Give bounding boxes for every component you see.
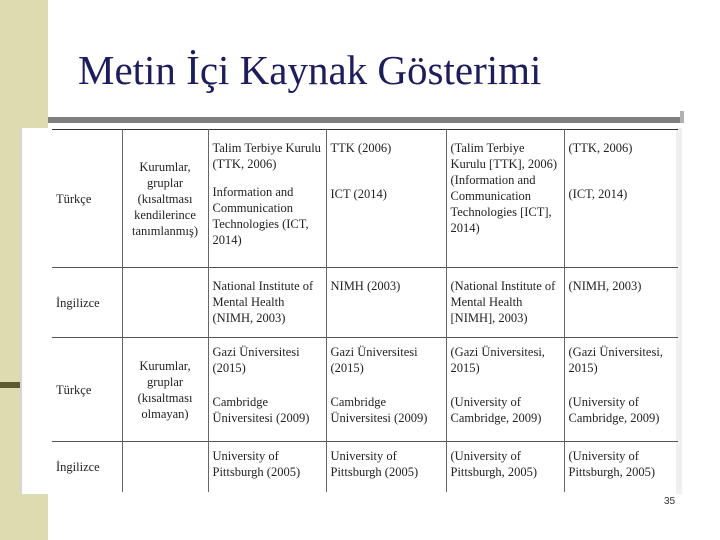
table-row bbox=[52, 338, 678, 442]
title-underline-end bbox=[680, 111, 684, 123]
page-number: 35 bbox=[664, 496, 676, 507]
name-cell: University of Pittsburgh (2005) bbox=[208, 442, 326, 492]
abbr-b: Cambridge Üniversitesi (2009) bbox=[330, 395, 428, 425]
paren-cell: (University of Pittsburgh, 2005) bbox=[446, 442, 564, 492]
abbr-a: TTK (2006) bbox=[330, 141, 392, 155]
paren-b: (Information and Communication Technologies [ICT], 2014) bbox=[450, 173, 552, 235]
name-b: Cambridge Üniversitesi (2009) bbox=[212, 395, 310, 425]
language-cell: Türkçe bbox=[52, 130, 122, 268]
short-cell: (NIMH, 2003) bbox=[564, 268, 678, 338]
paren-cell bbox=[446, 130, 564, 268]
language-cell: İngilizce bbox=[52, 442, 122, 492]
paren-b: (University of Cambridge, 2009) bbox=[450, 395, 542, 425]
name-a: Gazi Üniversitesi (2015) bbox=[212, 345, 300, 375]
short-a: (TTK, 2006) bbox=[568, 141, 633, 155]
short-b: (ICT, 2014) bbox=[568, 187, 628, 201]
name-b: Information and Communication Technologies (ICT, 2014) bbox=[212, 185, 309, 247]
language-cell: İngilizce bbox=[52, 268, 122, 338]
name-a: Talim Terbiye Kurulu (TTK, 2006) bbox=[212, 141, 321, 171]
abbr-cell: University of Pittsburgh (2005) bbox=[326, 442, 446, 492]
table-row bbox=[52, 130, 678, 268]
abbr-b: ICT (2014) bbox=[330, 187, 387, 201]
title-underline bbox=[48, 117, 680, 123]
short-cell: (University of Pittsburgh, 2005) bbox=[564, 442, 678, 492]
name-cell: National Institute of Mental Health (NIMH, 2003) bbox=[208, 268, 326, 338]
abbr-cell bbox=[326, 130, 446, 268]
short-a: (Gazi Üniversitesi, 2015) bbox=[568, 345, 663, 375]
language-cell: Türkçe bbox=[52, 338, 122, 442]
citation-table bbox=[52, 129, 678, 492]
paren-a: (Gazi Üniversitesi, 2015) bbox=[450, 345, 545, 375]
abbr-cell bbox=[326, 338, 446, 442]
paren-cell: (National Institute of Mental Health [NIMH], 2003) bbox=[446, 268, 564, 338]
abbr-cell: NIMH (2003) bbox=[326, 268, 446, 338]
name-cell bbox=[208, 130, 326, 268]
table-row bbox=[52, 268, 678, 338]
short-cell bbox=[564, 130, 678, 268]
table-row bbox=[52, 442, 678, 492]
group-cell: Kurumlar, gruplar (kısaltması kendilerince tanımlanmış) bbox=[122, 130, 208, 268]
abbr-a: Gazi Üniversitesi (2015) bbox=[330, 345, 418, 375]
name-cell bbox=[208, 338, 326, 442]
citation-table-image bbox=[20, 128, 682, 494]
slide-title: Metin İçi Kaynak Gösterimi bbox=[78, 47, 542, 93]
short-cell bbox=[564, 338, 678, 442]
paren-a: (Talim Terbiye Kurulu [TTK], 2006) bbox=[450, 141, 558, 171]
group-cell: Kurumlar, gruplar (kısaltması olmayan) bbox=[122, 338, 208, 442]
short-b: (University of Cambridge, 2009) bbox=[568, 395, 660, 425]
paren-cell bbox=[446, 338, 564, 442]
